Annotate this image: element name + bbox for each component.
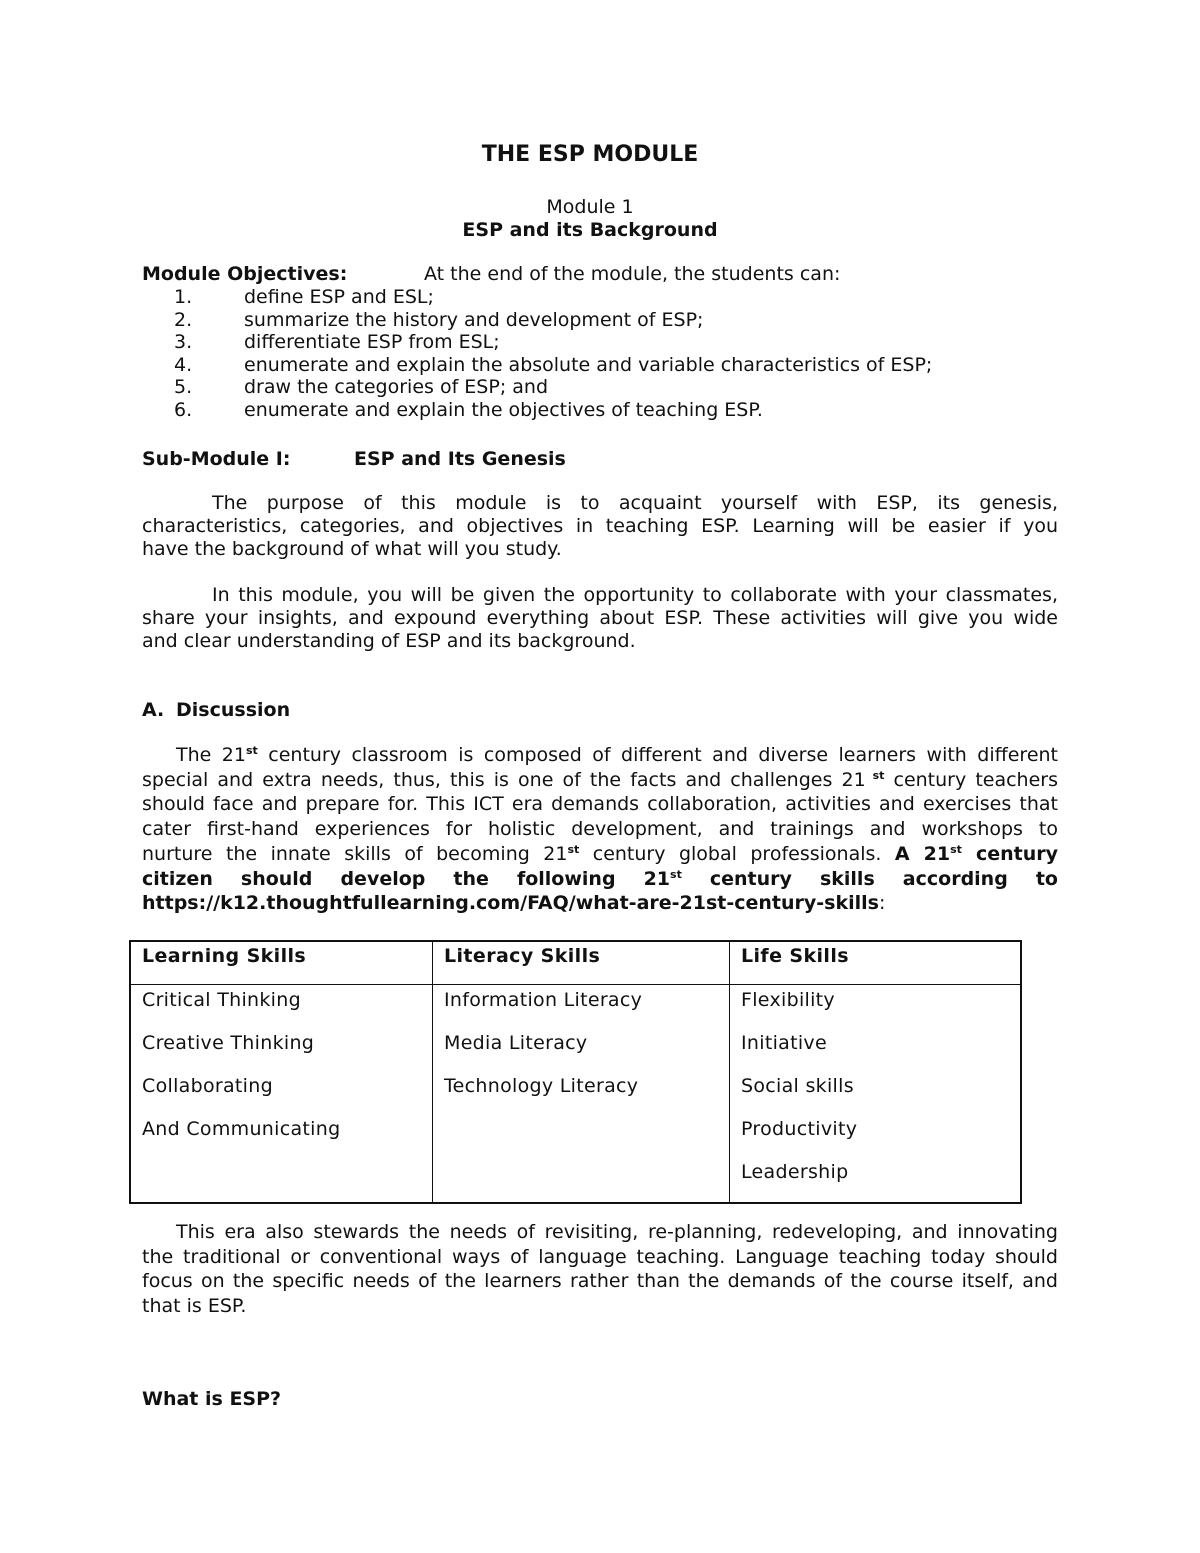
list-item: And Communicating — [142, 1118, 341, 1140]
life-skills-cell — [730, 985, 1022, 1204]
intro-paragraph-2: In this module, you will be given the opportunity to collaborate with your classmates, share your insights, and expound everything about ESP. These activities will give you wide and clear understanding of ESP and its background. — [142, 584, 1058, 652]
module-number: Module 1 — [546, 196, 634, 218]
list-item: Media Literacy — [444, 1032, 588, 1054]
list-item: Initiative — [741, 1032, 827, 1054]
list-item: Productivity — [741, 1118, 858, 1140]
section-a-label: A. — [142, 699, 165, 721]
submodule-label: Sub-Module I: — [142, 448, 291, 470]
list-item: 3. differentiate ESP from ESL; — [174, 331, 500, 354]
literacy-skills-cell — [433, 985, 730, 1204]
learning-skills-cell — [130, 985, 433, 1204]
list-item: 4. enumerate and explain the absolute and variable characteristics of ESP; — [174, 353, 933, 376]
list-item: Creative Thinking — [142, 1032, 315, 1054]
era-paragraph: This era also stewards the needs of revisiting, re-planning, redeveloping, and innovating the traditional or conventional ways of language teaching. Language teaching today should focus on the specific needs of the learners rather than the demands of the course itself, and that is ESP. — [142, 1221, 1058, 1318]
intro-paragraph-1: The purpose of this module is to acquaint yourself with ESP, its genesis, characteristics, categories, and objectives in teaching ESP. Learning will be easier if you have the background of what will you study. — [142, 492, 1058, 560]
section-a-title: Discussion — [176, 699, 291, 721]
list-item: Information Literacy — [444, 989, 643, 1011]
list-item: Social skills — [741, 1075, 854, 1097]
table-header-literacy: Literacy Skills — [433, 941, 730, 985]
document-title: THE ESP MODULE — [481, 142, 699, 167]
skills-reference-url: https://k12.thoughtfullearning.com/FAQ/what-are-21st-century-skills — [142, 892, 879, 915]
table-header-life: Life Skills — [730, 941, 1022, 985]
list-item: Technology Literacy — [444, 1075, 639, 1097]
objectives-intro: At the end of the module, the students can: — [424, 263, 841, 285]
list-item: Flexibility — [741, 989, 835, 1011]
list-item: Collaborating — [142, 1075, 273, 1097]
submodule-title: ESP and Its Genesis — [354, 448, 566, 470]
objectives-label: Module Objectives: — [142, 263, 348, 285]
list-item: 5. draw the categories of ESP; and — [174, 376, 549, 399]
objectives-list — [142, 286, 932, 422]
table-header-learning: Learning Skills — [130, 941, 433, 985]
list-item: Leadership — [741, 1161, 849, 1183]
discussion-paragraph: The 21st century classroom is composed of different and diverse learners with different special and extra needs, thus, this is one of the facts and challenges 21 $^{st}$ century teachers should face and prepare for. This ICT era demands collaboration, activities and exercises that cater first-hand experiences for holistic development, and trainings and workshops to nurture the innate skills of becoming 21st century global professionals. A 21st century citizen should develop the following 21st century skills according to https://k12.thoughtfullearning.com/FAQ/what-are-21st-century-skills: — [142, 744, 1059, 915]
list-item: 2. summarize the history and development of ESP; — [174, 308, 704, 331]
module-subtitle: ESP and its Background — [462, 219, 718, 241]
what-is-esp-heading: What is ESP? — [142, 1388, 282, 1410]
list-item: 6. enumerate and explain the objectives of teaching ESP. — [174, 398, 763, 421]
skills-table — [129, 940, 1022, 1204]
list-item: 1. define ESP and ESL; — [174, 286, 434, 308]
list-item: Critical Thinking — [142, 989, 301, 1011]
